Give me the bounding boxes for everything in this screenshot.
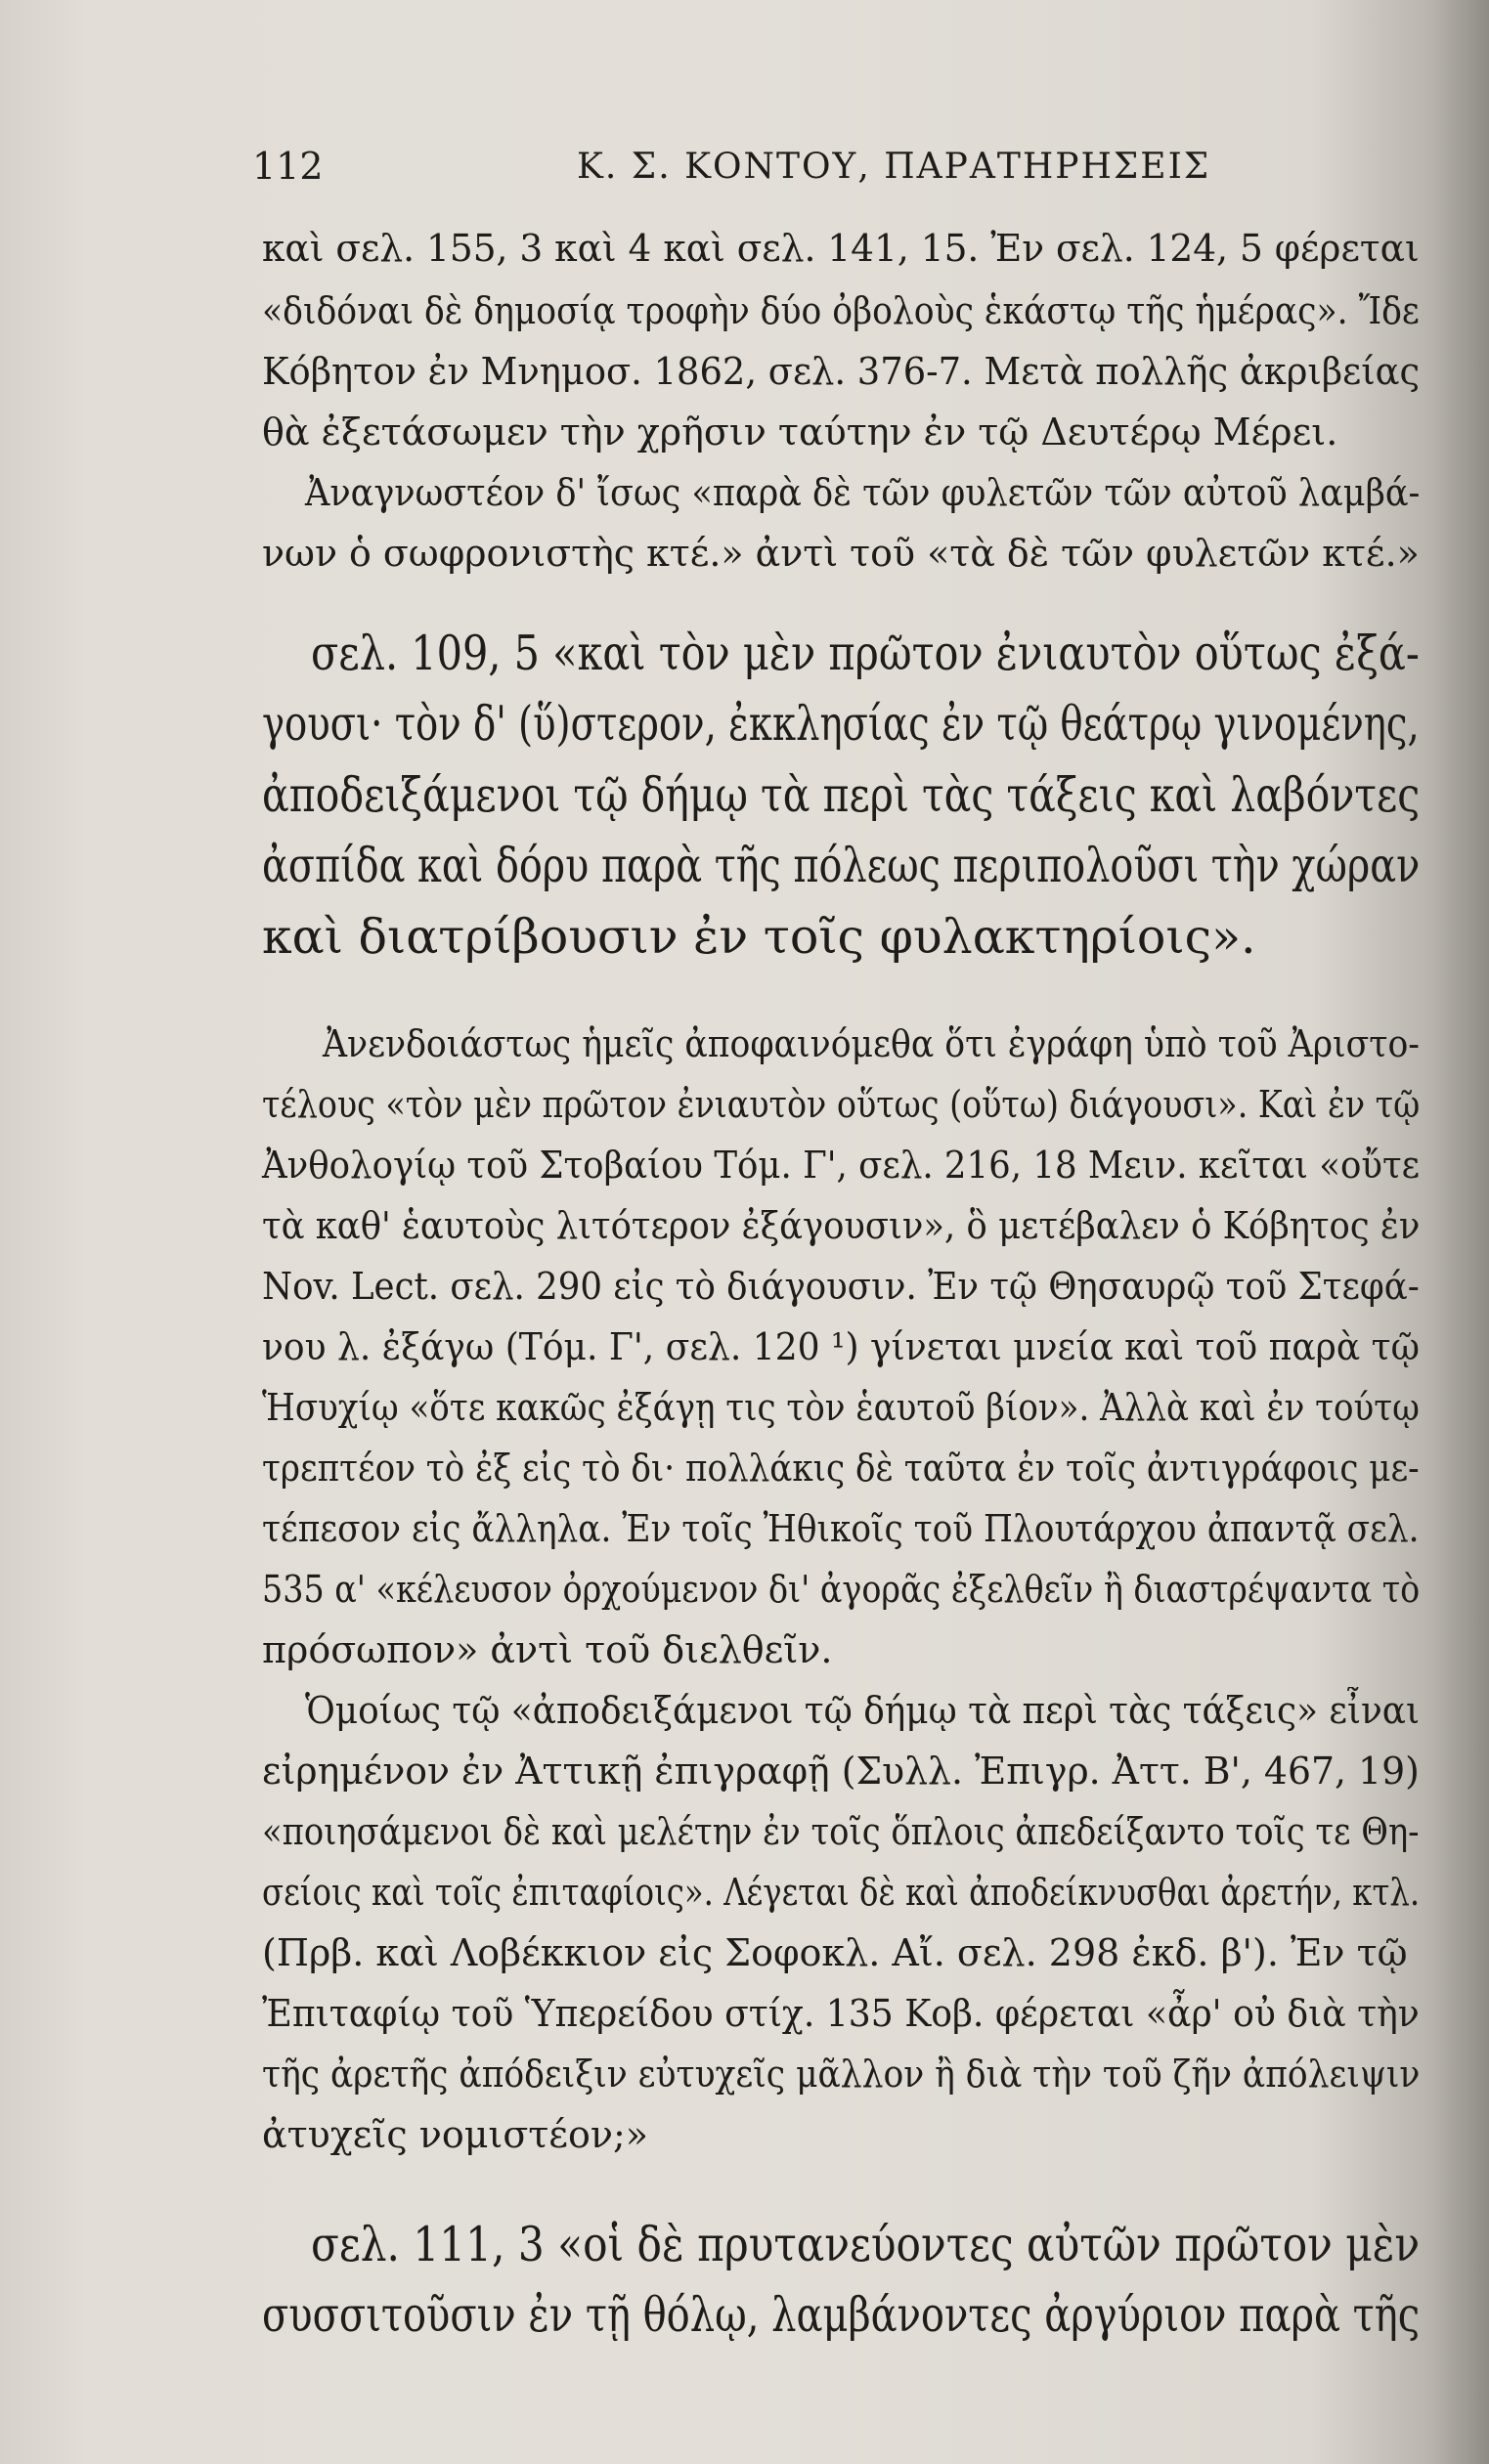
text-line: τὰ καθ' ἑαυτοὺς λιτότερον ἐξάγουσιν», ὃ μετέβαλεν ὁ Κόβητος ἐν xyxy=(262,1204,1421,1247)
text-line: καὶ διατρίβουσιν ἐν τοῖς φυλακτηρίοις». xyxy=(262,909,1256,965)
text-line: γουσι· τὸν δ' (ὕ)στερον, ἐκκλησίας ἐν τῷ θεάτρῳ γινομένης, xyxy=(262,696,1420,752)
text-line: Ὁμοίως τῷ «ἀποδειξάμενοι τῷ δήμῳ τὰ περὶ τὰς τάξεις» εἶναι xyxy=(305,1689,1421,1732)
text-line: συσσιτοῦσιν ἐν τῇ θόλῳ, λαμβάνοντες ἀργύριον παρὰ τῆς xyxy=(262,2287,1421,2343)
text-line: ἀποδειξάμενοι τῷ δήμῳ τὰ περὶ τὰς τάξεις καὶ λαβόντες xyxy=(262,767,1421,823)
text-line: σείοις καὶ τοῖς ἐπιταφίοις». Λέγεται δὲ καὶ ἀποδείκνυσθαι ἀρετήν, κτλ. xyxy=(262,1871,1421,1914)
text-line: Ἡσυχίῳ «ὅτε κακῶς ἐξάγῃ τις τὸν ἑαυτοῦ βίον». Ἀλλὰ καὶ ἐν τούτῳ xyxy=(262,1386,1420,1429)
text-line: πρόσωπον» ἀντὶ τοῦ διελθεῖν. xyxy=(262,1628,833,1671)
text-line: εἰρημένον ἐν Ἀττικῇ ἐπιγραφῇ (Συλλ. Ἐπιγρ. Ἀττ. Β', 467, 19) xyxy=(262,1750,1420,1793)
text-line: Ἀναγνωστέον δ' ἴσως «παρὰ δὲ τῶν φυλετῶν τῶν αὐτοῦ λαμβά- xyxy=(305,471,1421,514)
text-line: Nov. Lect. σελ. 290 εἰς τὸ διάγουσιν. Ἐν τῷ Θησαυρῷ τοῦ Στεφά- xyxy=(262,1265,1420,1308)
text-line: ἀτυχεῖς νομιστέον;» xyxy=(262,2113,649,2156)
text-line: 535 α' «κέλευσον ὀρχούμενον δι' ἀγορᾶς ἐξελθεῖν ἢ διαστρέψαντα τὸ xyxy=(262,1568,1421,1611)
text-line: (Πρβ. καὶ Λοβέκκιον εἰς Σοφοκλ. Αἴ. σελ. 298 ἐκδ. β'). Ἐν τῷ xyxy=(262,1931,1408,1974)
text-line: καὶ σελ. 155, 3 καὶ 4 καὶ σελ. 141, 15. Ἐν σελ. 124, 5 φέρεται xyxy=(262,227,1420,270)
text-line: σελ. 111, 3 «οἱ δὲ πρυτανεύοντες αὐτῶν πρῶτον μὲν xyxy=(311,2217,1421,2272)
text-line: ἀσπίδα καὶ δόρυ παρὰ τῆς πόλεως περιπολοῦσι τὴν χώραν xyxy=(262,838,1421,893)
text-line: σελ. 109, 5 «καὶ τὸν μὲν πρῶτον ἐνιαυτὸν οὕτως ἐξά- xyxy=(311,626,1420,681)
running-title: Κ. Σ. ΚΟΝΤΟΥ, ΠΑΡΑΤΗΡΗΣΕΙΣ xyxy=(577,147,1211,187)
text-line: Ἀνενδοιάστως ἡμεῖς ἀποφαινόμεθα ὅτι ἐγράφη ὑπὸ τοῦ Ἀριστο- xyxy=(323,1022,1420,1065)
text-line: θὰ ἐξετάσωμεν τὴν χρῆσιν ταύτην ἐν τῷ Δευτέρῳ Μέρει. xyxy=(262,411,1338,454)
text-line: τῆς ἀρετῆς ἀπόδειξιν εὐτυχεῖς μᾶλλον ἢ διὰ τὴν τοῦ ζῆν ἀπόλειψιν xyxy=(262,2053,1421,2096)
text-line: «διδόναι δὲ δημοσίᾳ τροφὴν δύο ὀβολοὺς ἑκάστῳ τῆς ἡμέρας». Ἴδε xyxy=(262,289,1420,332)
text-line: τρεπτέον τὸ ἐξ εἰς τὸ δι· πολλάκις δὲ ταῦτα ἐν τοῖς ἀντιγράφοις με- xyxy=(262,1447,1420,1490)
text-line: τέπεσον εἰς ἄλληλα. Ἐν τοῖς Ἠθικοῖς τοῦ Πλουτάρχου ἀπαντᾷ σελ. xyxy=(262,1507,1420,1550)
text-line: νου λ. ἐξάγω (Τόμ. Γ', σελ. 120 ¹) γίνεται μνεία καὶ τοῦ παρὰ τῷ xyxy=(262,1325,1421,1368)
page-number: 112 xyxy=(252,145,324,188)
text-line: τέλους «τὸν μὲν πρῶτον ἐνιαυτὸν οὕτως (οὕτω) διάγουσι». Καὶ ἐν τῷ xyxy=(262,1083,1421,1126)
text-line: Κόβητον ἐν Μνημοσ. 1862, σελ. 376-7. Μετὰ πολλῆς ἀκριβείας xyxy=(262,350,1421,393)
text-line: Ἀνθολογίῳ τοῦ Στοβαίου Τόμ. Γ', σελ. 216, 18 Μειν. κεῖται «οὔτε xyxy=(262,1144,1421,1187)
text-line: νων ὁ σωφρονιστὴς κτέ.» ἀντὶ τοῦ «τὰ δὲ τῶν φυλετῶν κτέ.» xyxy=(262,532,1420,575)
text-line: «ποιησάμενοι δὲ καὶ μελέτην ἐν τοῖς ὅπλοις ἀπεδείξαντο τοῖς τε Θη- xyxy=(262,1810,1420,1853)
text-line: Ἐπιταφίῳ τοῦ Ὑπερείδου στίχ. 135 Κοβ. φέρεται «ἆρ' οὐ διὰ τὴν xyxy=(262,1992,1420,2035)
